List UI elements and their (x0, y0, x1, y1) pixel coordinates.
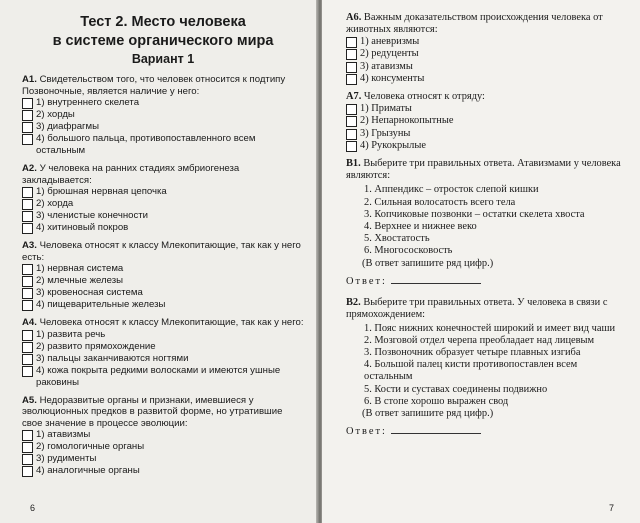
checkbox[interactable] (22, 199, 33, 210)
test-title-line2: в системе органического мира (52, 33, 274, 49)
option-label: 4) консументы (360, 72, 425, 84)
checkbox[interactable] (22, 366, 33, 377)
b1-answer[interactable]: Ответ: (346, 276, 628, 287)
question-text: А5. Недоразвитые органы и признаки, имевшиеся у эволюционных предков в развитой форме, но утратившие свое значение в процессе эволюции: (22, 394, 283, 429)
left-page (0, 0, 318, 523)
answer-option[interactable] (346, 140, 628, 152)
option-label: 2) хорда (36, 198, 74, 209)
answer-option[interactable] (346, 36, 628, 48)
list-item: 1. Аппендикс – отросток слепой кишки (364, 184, 539, 196)
answer-line[interactable] (391, 283, 481, 284)
option-label: 4) пищеварительные железы (36, 299, 166, 310)
answer-option[interactable] (22, 329, 304, 341)
checkbox[interactable] (22, 211, 33, 222)
checkbox[interactable] (22, 98, 33, 109)
list-item: 4. Верхнее и нижнее веко (364, 220, 477, 232)
question-text: А1. Свидетельством того, что человек относится к подтипу Позвоночные, является наличие у него: (22, 74, 286, 97)
option-label: 1) брюшная нервная цепочка (36, 186, 167, 197)
b2-answer[interactable]: Ответ: (346, 426, 628, 437)
list-item: 5. Кости и суставах соединены подвижно (364, 383, 548, 395)
answer-option[interactable] (22, 287, 304, 299)
answer-option[interactable] (22, 186, 304, 198)
answer-option[interactable] (22, 222, 304, 234)
right-page (322, 0, 640, 523)
list-item: 2. Мозговой отдел черепа преобладает над лицевым (364, 334, 595, 346)
question-block (22, 395, 304, 478)
option-label: 3) пальцы заканчиваются ногтями (36, 352, 189, 364)
list-item: 1. Пояс нижних конечностей широкий и имеет вид чаши (364, 322, 616, 334)
option-label: 2) редуценты (360, 48, 419, 60)
answer-option[interactable] (346, 115, 628, 127)
option-label: 1) атавизмы (36, 429, 91, 440)
checkbox[interactable] (22, 187, 33, 198)
option-label: 3) атавизмы (360, 60, 413, 72)
option-label: 3) членистые конечности (36, 210, 149, 221)
list-item: 3. Позвоночник образует четыре плавных изгиба (364, 347, 581, 358)
answer-option[interactable] (22, 97, 304, 109)
list-item: 5. Хвостатость (364, 233, 430, 245)
option-label: 4) хитиновый покров (36, 222, 129, 233)
option-label: 1) внутреннего скелета (36, 97, 140, 108)
list-item: 3. Копчиковые позвонки – остатки скелета хвоста (364, 208, 585, 220)
option-label: 1) нервная система (36, 263, 124, 274)
question-b2-text: В2. Выберите три правильных ответа. У человека в связи с прямохождением: (346, 296, 608, 320)
answer-option[interactable] (22, 353, 304, 365)
answer-option[interactable] (22, 133, 304, 157)
right-questions (346, 12, 628, 152)
question-block (22, 317, 304, 389)
checkbox[interactable] (22, 122, 33, 133)
checkbox[interactable] (346, 62, 357, 73)
checkbox[interactable] (22, 134, 33, 145)
variant-heading: Вариант 1 (131, 52, 195, 66)
b1-note: (В ответ запишите ряд цифр.) (362, 257, 494, 269)
b2-items (364, 323, 628, 408)
checkbox[interactable] (22, 354, 33, 365)
checkbox[interactable] (22, 110, 33, 121)
option-label: 4) большого пальца, противопоставленного всем остальным (36, 133, 256, 156)
option-label: 2) хорды (36, 109, 75, 120)
checkbox[interactable] (22, 342, 33, 353)
checkbox[interactable] (346, 37, 357, 48)
option-label: 1) аневризмы (360, 36, 420, 47)
option-label: 2) млечные железы (36, 275, 124, 286)
question-text: А7. Человека относят к отряду: (346, 91, 485, 103)
page-number-left: 6 (30, 503, 36, 513)
left-questions (22, 74, 304, 477)
question-block (22, 240, 304, 311)
answer-option[interactable] (22, 198, 304, 210)
answer-line[interactable] (391, 433, 481, 434)
checkbox[interactable] (346, 129, 357, 140)
checkbox[interactable] (22, 300, 33, 311)
answer-option[interactable] (22, 341, 304, 353)
checkbox[interactable] (22, 430, 33, 441)
checkbox[interactable] (22, 288, 33, 299)
checkbox[interactable] (22, 442, 33, 453)
page-number-right: 7 (608, 503, 614, 513)
answer-option[interactable] (22, 109, 304, 121)
question-block (22, 163, 304, 234)
answer-option[interactable] (346, 61, 628, 73)
question-block (346, 91, 628, 152)
question-text: А2. У человека на ранних стадиях эмбриогенеза закладывается: (22, 163, 240, 186)
question-text: А6. Важным доказательством происхождения человека от животных являются: (346, 12, 603, 35)
answer-option[interactable] (22, 365, 304, 389)
option-label: 2) развито прямохождение (36, 340, 156, 352)
question-text: А3. Человека относят к классу Млекопитающие, так как у него есть: (22, 240, 301, 263)
checkbox[interactable] (22, 264, 33, 275)
answer-option[interactable] (22, 275, 304, 287)
answer-option[interactable] (22, 263, 304, 275)
answer-option[interactable] (22, 465, 304, 477)
question-block (346, 12, 628, 85)
checkbox[interactable] (346, 104, 357, 115)
option-label: 2) Непарнокопытные (360, 115, 454, 127)
question-b1 (346, 158, 628, 286)
list-item: 2. Сильная волосатость всего тела (364, 196, 516, 208)
option-label: 4) кожа покрыта редкими волосками и имеются ушные раковины (36, 364, 281, 388)
answer-option[interactable] (22, 299, 304, 311)
question-block (22, 74, 304, 157)
answer-option[interactable] (22, 210, 304, 222)
test-title-line1: Тест 2. Место человека (80, 14, 246, 30)
answer-option[interactable] (346, 103, 628, 115)
option-label: 1) развита речь (36, 328, 106, 340)
list-item: 6. Многососковость (364, 245, 453, 257)
option-label: 3) Грызуны (360, 127, 411, 139)
checkbox[interactable] (22, 454, 33, 465)
answer-option[interactable] (346, 48, 628, 60)
b2-note: (В ответ запишите ряд цифр.) (362, 408, 494, 420)
checkbox[interactable] (346, 49, 357, 60)
answer-option[interactable] (22, 429, 304, 441)
checkbox[interactable] (346, 116, 357, 127)
list-item: 6. В стопе хорошо выражен свод (364, 395, 509, 407)
option-label: 4) Рукокрылые (360, 140, 426, 152)
checkbox[interactable] (346, 141, 357, 152)
answer-option[interactable] (22, 441, 304, 453)
list-item: 4. Большой палец кисти противопоставлен всем остальным (364, 359, 578, 383)
answer-option[interactable] (346, 73, 628, 85)
checkbox[interactable] (22, 223, 33, 234)
checkbox[interactable] (22, 276, 33, 287)
b1-items (364, 184, 628, 257)
option-label: 3) диафрагмы (36, 121, 100, 132)
question-b1-text: В1. Выберите три правильных ответа. Атавизмами у человека являются: (346, 158, 621, 182)
checkbox[interactable] (346, 74, 357, 85)
option-label: 3) кровеносная система (36, 287, 143, 298)
option-label: 4) аналогичные органы (36, 465, 140, 476)
answer-option[interactable] (22, 121, 304, 133)
checkbox[interactable] (22, 466, 33, 477)
question-b2 (346, 297, 628, 437)
option-label: 2) гомологичные органы (36, 441, 145, 452)
question-text: А4. Человека относят к классу Млекопитающие, так как у него: (22, 317, 304, 328)
answer-option[interactable] (346, 128, 628, 140)
checkbox[interactable] (22, 330, 33, 341)
option-label: 3) рудименты (36, 453, 97, 464)
option-label: 1) Приматы (360, 103, 412, 115)
answer-option[interactable] (22, 453, 304, 465)
